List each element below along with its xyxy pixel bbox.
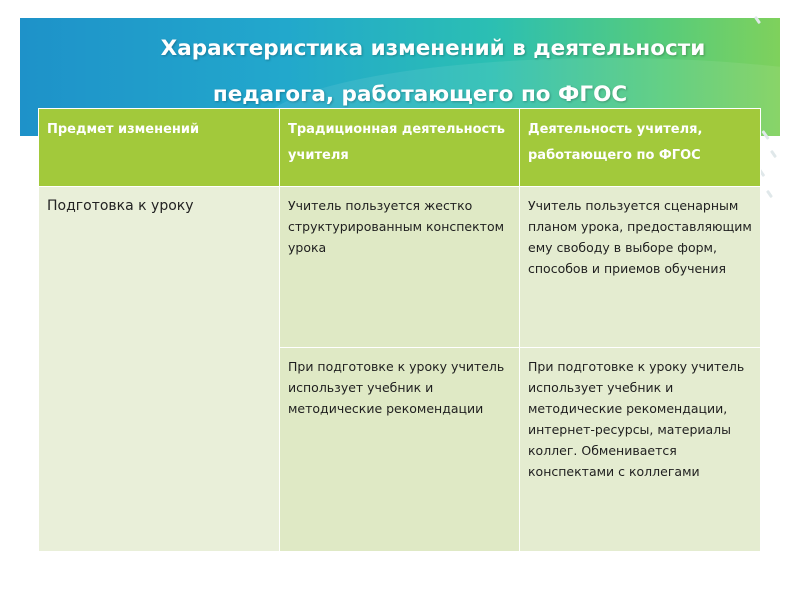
comparison-table (38, 108, 761, 552)
header-traditional: Традиционная деятельность учителя (280, 109, 520, 187)
table-header-row (39, 109, 761, 187)
title-line-2: педагога, работающего по ФГОС (212, 82, 628, 107)
header-fgos: Деятельность учителя, работающего по ФГОС (520, 109, 761, 187)
header-subject: Предмет изменений (39, 109, 280, 187)
fgos-cell: Учитель пользуется сценарным планом урока, предоставляющим ему свободу в выборе форм, способов и приемов обучения (520, 187, 761, 348)
page-title (20, 26, 780, 118)
fgos-cell: При подготовке к уроку учитель использует учебник и методические рекомендации, интернет-ресурсы, материалы коллег. Обменивается конспектами с коллегами (520, 348, 761, 552)
title-line-1: Характеристика изменений в деятельности (160, 36, 706, 61)
subject-cell: Подготовка к уроку (39, 187, 280, 552)
table-row (39, 187, 761, 348)
traditional-cell: Учитель пользуется жестко структурированным конспектом урока (280, 187, 520, 348)
traditional-cell: При подготовке к уроку учитель использует учебник и методические рекомендации (280, 348, 520, 552)
